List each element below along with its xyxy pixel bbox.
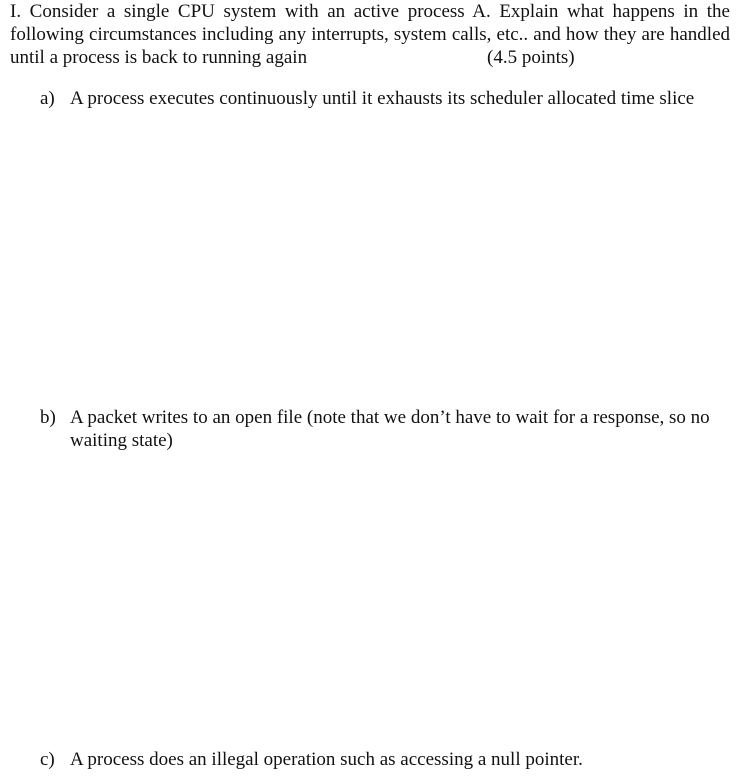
part-a-label: a) bbox=[40, 88, 55, 109]
question-intro: I. Consider a single CPU system with an active process A. Explain what happens in the following circumstances including any interrupts, system calls, etc.. and how they are handled until a process is back to running again bbox=[10, 1, 730, 68]
part-b-label: b) bbox=[40, 407, 56, 428]
part-b bbox=[40, 406, 730, 452]
part-c-label: c) bbox=[40, 749, 55, 770]
question-points: (4.5 points) bbox=[487, 47, 575, 68]
part-a-text: A process executes continuously until it exhausts its scheduler allocated time slice bbox=[70, 88, 695, 109]
part-a bbox=[40, 87, 730, 110]
part-b-text: A packet writes to an open file (note that we don’t have to wait for a response, so no waiting state) bbox=[70, 407, 710, 451]
part-c-text: A process does an illegal operation such as accessing a null pointer. bbox=[70, 749, 583, 770]
part-c bbox=[40, 748, 730, 771]
